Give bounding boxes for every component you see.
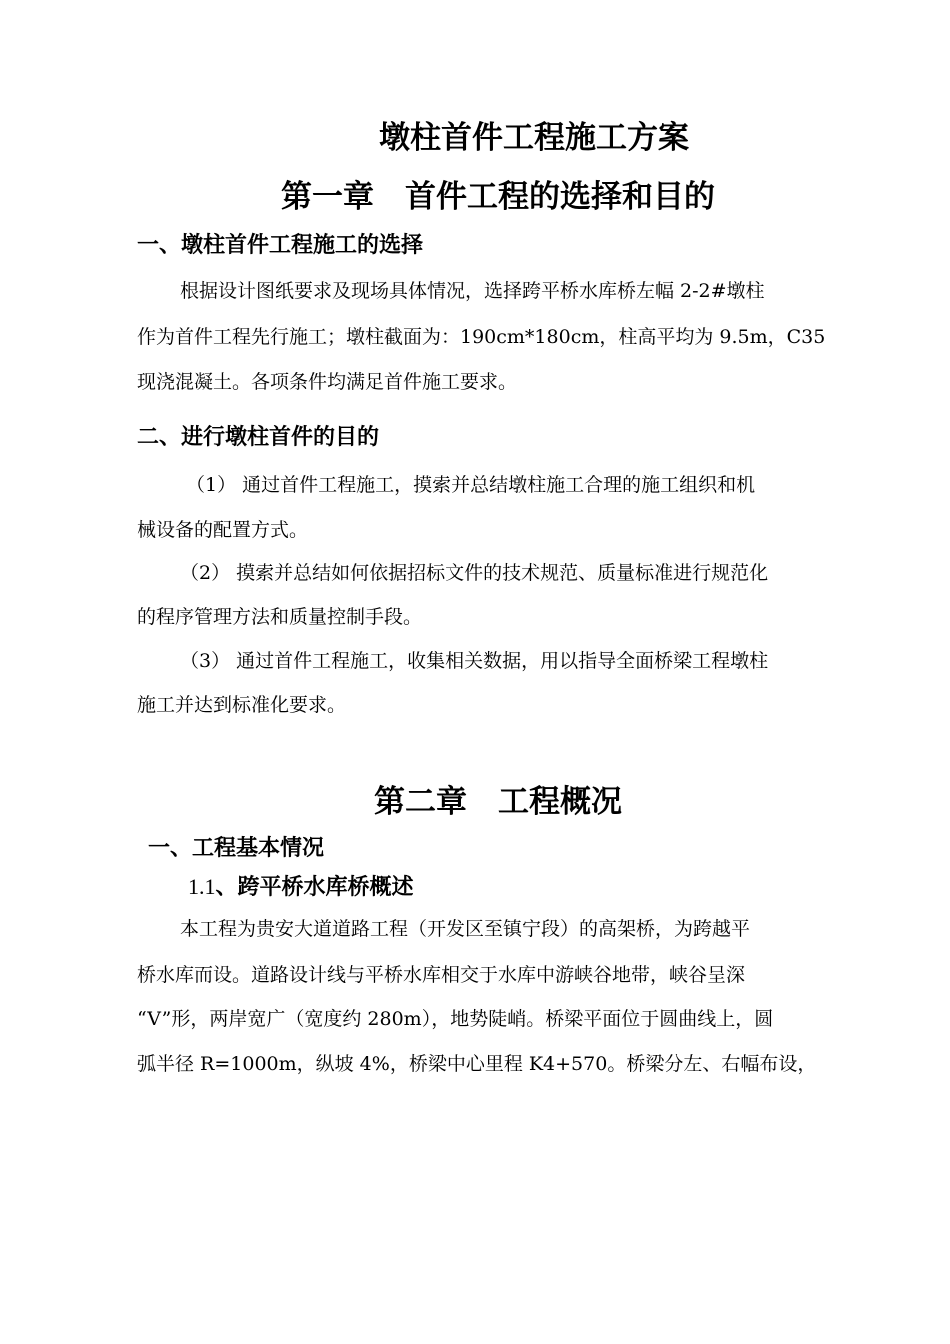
paragraph-line: 本工程为贵安大道道路工程（开发区至镇宁段）的高架桥，为跨越平	[180, 918, 751, 940]
document-title: 墩柱首件工程施工方案	[379, 120, 689, 156]
paragraph-line: 的程序管理方法和质量控制手段。	[137, 606, 423, 628]
chapter-2-section-1-heading: 一、工程基本情况	[148, 836, 325, 861]
paragraph-line: （1） 通过首件工程施工，摸索并总结墩柱施工合理的施工组织和机	[186, 474, 756, 496]
subsection-number: 1.1	[188, 874, 216, 899]
paragraph-line: （2） 摸索并总结如何依据招标文件的技术规范、质量标准进行规范化	[180, 562, 769, 584]
paragraph-line: 施工并达到标准化要求。	[137, 694, 347, 716]
chapter-1-title: 第一章 首件工程的选择和目的	[281, 179, 715, 215]
paragraph-line: 根据设计图纸要求及现场具体情况，选择跨平桥水库桥左幅 2-2#墩柱	[180, 280, 765, 302]
paragraph-line: 械设备的配置方式。	[137, 519, 309, 541]
paragraph-line: 弧半径 R=1000m，纵坡 4%，桥梁中心里程 K4+570。桥梁分左、右幅布设，	[137, 1053, 817, 1075]
chapter-1-section-2-heading: 二、进行墩柱首件的目的	[137, 425, 380, 450]
paragraph-line: 作为首件工程先行施工；墩柱截面为：190cm*180cm，柱高平均为 9.5m，C35	[137, 326, 826, 348]
chapter-2-title: 第二章 工程概况	[374, 784, 622, 820]
paragraph-line: 现浇混凝土。各项条件均满足首件施工要求。	[137, 371, 518, 393]
paragraph-line: “V”形，两岸宽广（宽度约 280m），地势陡峭。桥梁平面位于圆曲线上，圆	[137, 1008, 774, 1030]
chapter-1-section-1-heading: 一、墩柱首件工程施工的选择	[137, 233, 424, 258]
subsection-heading	[188, 872, 414, 903]
subsection-title: 、跨平桥水库桥概述	[215, 875, 414, 900]
paragraph-line: 桥水库而设。道路设计线与平桥水库相交于水库中游峡谷地带，峡谷呈深	[137, 964, 746, 986]
paragraph-line: （3） 通过首件工程施工，收集相关数据，用以指导全面桥梁工程墩柱	[180, 650, 769, 672]
